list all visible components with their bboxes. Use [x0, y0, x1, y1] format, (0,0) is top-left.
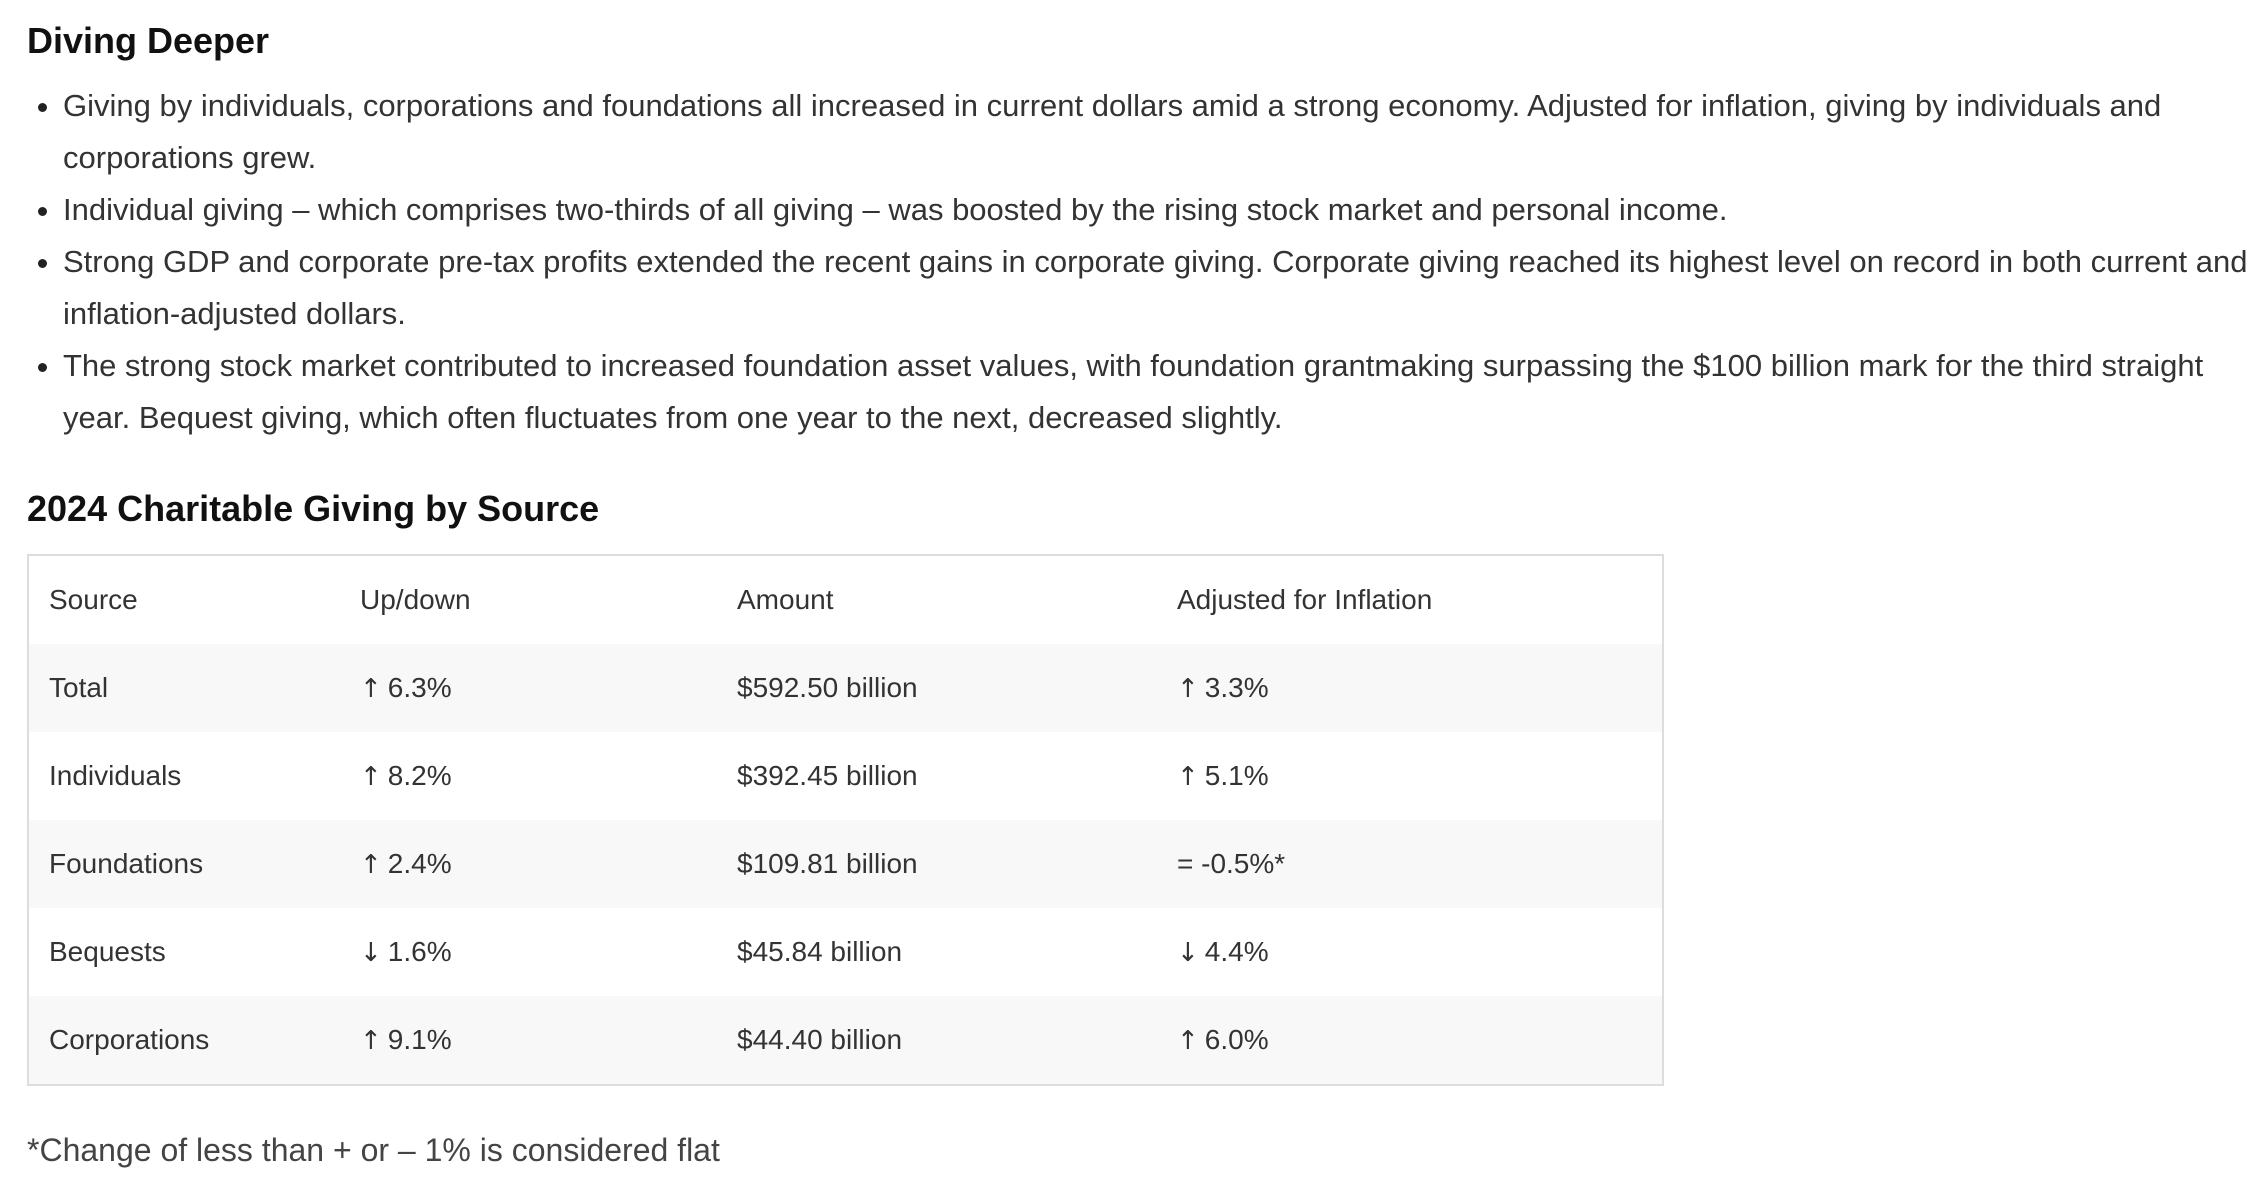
trend-arrow-icon: ↓ — [360, 938, 382, 968]
cell-updown-value: 9.1% — [387, 1024, 452, 1055]
trend-arrow-icon: ↑ — [360, 850, 382, 880]
cell-updown-value: 1.6% — [387, 936, 452, 967]
cell-amount: $592.50 billion — [717, 644, 1157, 732]
section-heading: Diving Deeper — [27, 20, 270, 61]
bullet-item: • Strong GDP and corporate pre-tax profits extended the recent gains in corporate giving. Corporate giving reached its highest level on record in both current and inflation-adjusted dollars. — [63, 236, 2264, 340]
cell-updown-value: 2.4% — [387, 848, 452, 879]
cell-adjusted — [1157, 820, 1663, 908]
cell-source: Foundations — [28, 820, 340, 908]
cell-source: Individuals — [28, 732, 340, 820]
trend-arrow-icon: ↑ — [1177, 674, 1199, 704]
cell-updown — [340, 908, 717, 996]
cell-adjusted-value: 3.3% — [1204, 672, 1269, 703]
trend-arrow-icon: ↑ — [1177, 762, 1199, 792]
cell-adjusted-value: 4.4% — [1204, 936, 1269, 967]
trend-arrow-icon: ↑ — [1177, 1026, 1199, 1056]
bullet-list — [27, 80, 2264, 444]
cell-updown-value: 8.2% — [387, 760, 452, 791]
trend-arrow-icon: ↑ — [360, 674, 382, 704]
bullet-item: • The strong stock market contributed to increased foundation asset values, with foundation grantmaking surpassing the $100 billion mark for the third straight year. Bequest giving, which often fluctuates from one year to the next, decreased slightly. — [63, 340, 2264, 444]
cell-adjusted-value: 5.1% — [1204, 760, 1269, 791]
cell-amount: $44.40 billion — [717, 996, 1157, 1085]
cell-adjusted-value: 6.0% — [1204, 1024, 1269, 1055]
cell-adjusted — [1157, 996, 1663, 1085]
table-row — [28, 996, 1663, 1085]
cell-updown-value: 6.3% — [387, 672, 452, 703]
column-header-amount: Amount — [717, 555, 1157, 644]
cell-adjusted — [1157, 908, 1663, 996]
table-row — [28, 820, 1663, 908]
cell-updown — [340, 644, 717, 732]
cell-updown — [340, 820, 717, 908]
table-header-row — [28, 555, 1663, 644]
column-header-source: Source — [28, 555, 340, 644]
table-row — [28, 644, 1663, 732]
cell-adjusted — [1157, 732, 1663, 820]
giving-table — [27, 554, 1664, 1086]
footnote: *Change of less than + or – 1% is considered flat — [27, 1132, 720, 1168]
cell-adjusted-value: = -0.5%* — [1177, 848, 1286, 879]
cell-updown — [340, 732, 717, 820]
bullet-item: • Giving by individuals, corporations and foundations all increased in current dollars amid a strong economy. Adjusted for inflation, giving by individuals and corporations grew. — [63, 80, 2264, 184]
column-header-updown: Up/down — [340, 555, 717, 644]
table-heading: 2024 Charitable Giving by Source — [27, 488, 600, 529]
bullet-item: • Individual giving – which comprises two-thirds of all giving – was boosted by the rising stock market and personal income. — [63, 184, 2264, 236]
cell-updown — [340, 996, 717, 1085]
cell-source: Bequests — [28, 908, 340, 996]
cell-source: Corporations — [28, 996, 340, 1085]
cell-amount: $109.81 billion — [717, 820, 1157, 908]
trend-arrow-icon: ↑ — [360, 1026, 382, 1056]
trend-arrow-icon: ↓ — [1177, 938, 1199, 968]
trend-arrow-icon: ↑ — [360, 762, 382, 792]
cell-amount: $392.45 billion — [717, 732, 1157, 820]
column-header-adjusted: Adjusted for Inflation — [1157, 555, 1663, 644]
cell-amount: $45.84 billion — [717, 908, 1157, 996]
cell-source: Total — [28, 644, 340, 732]
table-row — [28, 908, 1663, 996]
cell-adjusted — [1157, 644, 1663, 732]
table-row — [28, 732, 1663, 820]
